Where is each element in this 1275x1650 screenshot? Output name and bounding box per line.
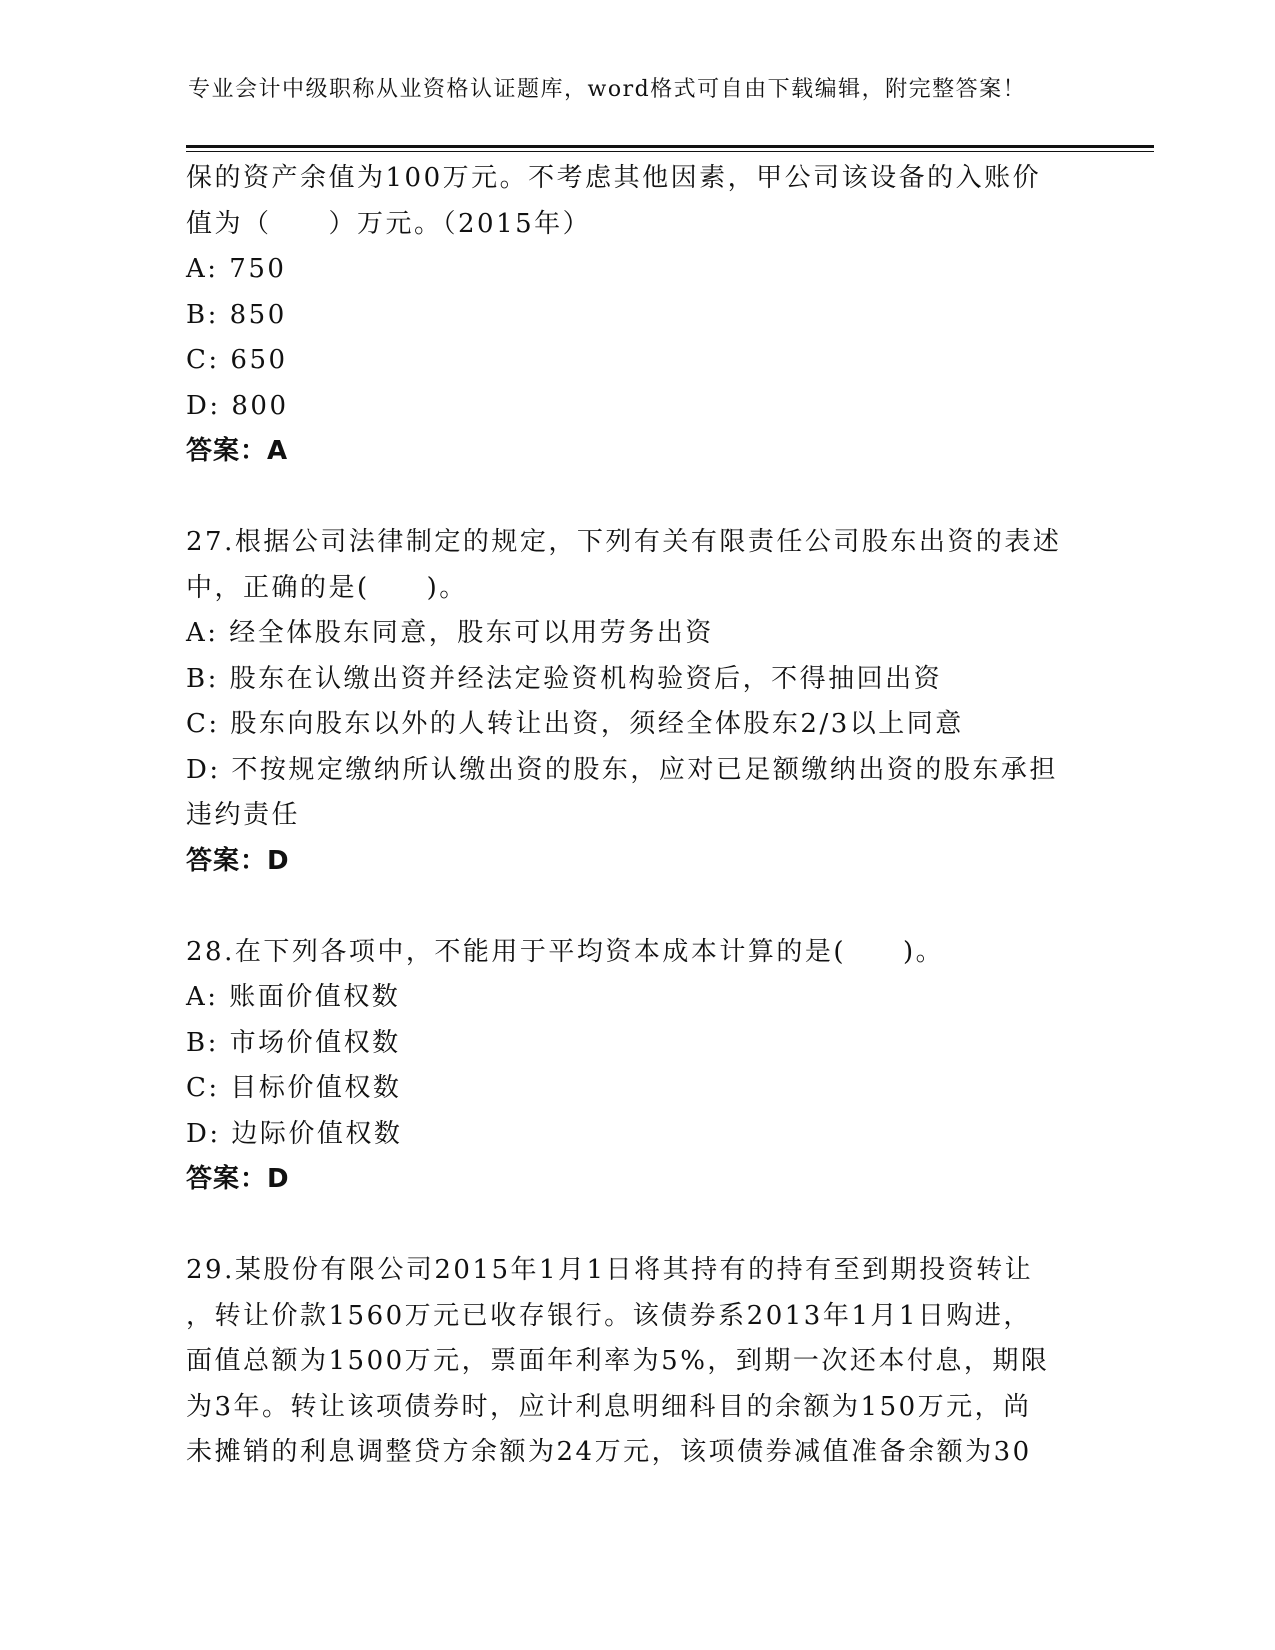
question-stem-line: 为3年。转让该项债券时，应计利息明细科目的余额为150万元，尚: [186, 1391, 1032, 1422]
question-stem-line: 面值总额为1500万元，票面年利率为5%，到期一次还本付息，期限: [186, 1346, 1050, 1376]
question-29: [186, 1248, 1106, 1476]
answer-label: 答案：D: [186, 845, 290, 876]
option-d: D: 不按规定缴纳所认缴出资的股东，应对已足额缴纳出资的股东承担: [186, 754, 1058, 785]
option-d: D: 800: [186, 390, 289, 421]
spacer: [186, 1203, 1106, 1249]
page-header: 专业会计中级职称从业资格认证题库，word格式可自由下载编辑，附完整答案！: [188, 77, 1027, 102]
question-stem-line: ，转让价款1560万元已收存银行。该债券系2013年1月1日购进，: [186, 1300, 1032, 1331]
option-b: B: 股东在认缴出资并经法定验资机构验资后，不得抽回出资: [186, 663, 943, 694]
spacer: [186, 475, 1106, 521]
header-rule-thin: [186, 151, 1154, 152]
question-stem-line: 未摊销的利息调整贷方余额为24万元，该项债券减值准备余额为30: [186, 1437, 1032, 1467]
option-c: C: 股东向股东以外的人转让出资，须经全体股东2/3以上同意: [186, 709, 964, 739]
question-stem-line: 保的资产余值为100万元。不考虑其他因素，甲公司该设备的入账价: [186, 163, 1042, 193]
option-a: A: 750: [186, 254, 287, 284]
question-26: [186, 156, 1106, 475]
option-a: A: 经全体股东同意，股东可以用劳务出资: [186, 618, 714, 648]
answer-label: 答案：A: [186, 436, 289, 466]
question-stem-line: 值为（ ）万元。（2015年）: [186, 208, 592, 239]
option-a: A: 账面价值权数: [186, 982, 401, 1012]
spacer: [186, 884, 1106, 930]
question-27: [186, 520, 1106, 884]
option-c: C: 目标价值权数: [186, 1073, 402, 1103]
answer-label: 答案：D: [186, 1164, 290, 1194]
option-d: D: 边际价值权数: [186, 1118, 403, 1149]
question-28: [186, 930, 1106, 1203]
question-stem-line: 中，正确的是( )。: [186, 572, 468, 603]
question-content: [186, 156, 1106, 1476]
option-b: B: 850: [186, 299, 287, 330]
question-stem-line: 29.某股份有限公司2015年1月1日将其持有的持有至到期投资转让: [186, 1255, 1034, 1285]
question-stem-line: 27.根据公司法律制定的规定，下列有关有限责任公司股东出资的表述: [186, 527, 1062, 557]
option-c: C: 650: [186, 345, 288, 375]
option-d-continued: 违约责任: [186, 800, 301, 830]
header-rule-thick: [186, 145, 1154, 148]
option-b: B: 市场价值权数: [186, 1027, 401, 1058]
question-stem-line: 28.在下列各项中，不能用于平均资本成本计算的是( )。: [186, 936, 945, 967]
